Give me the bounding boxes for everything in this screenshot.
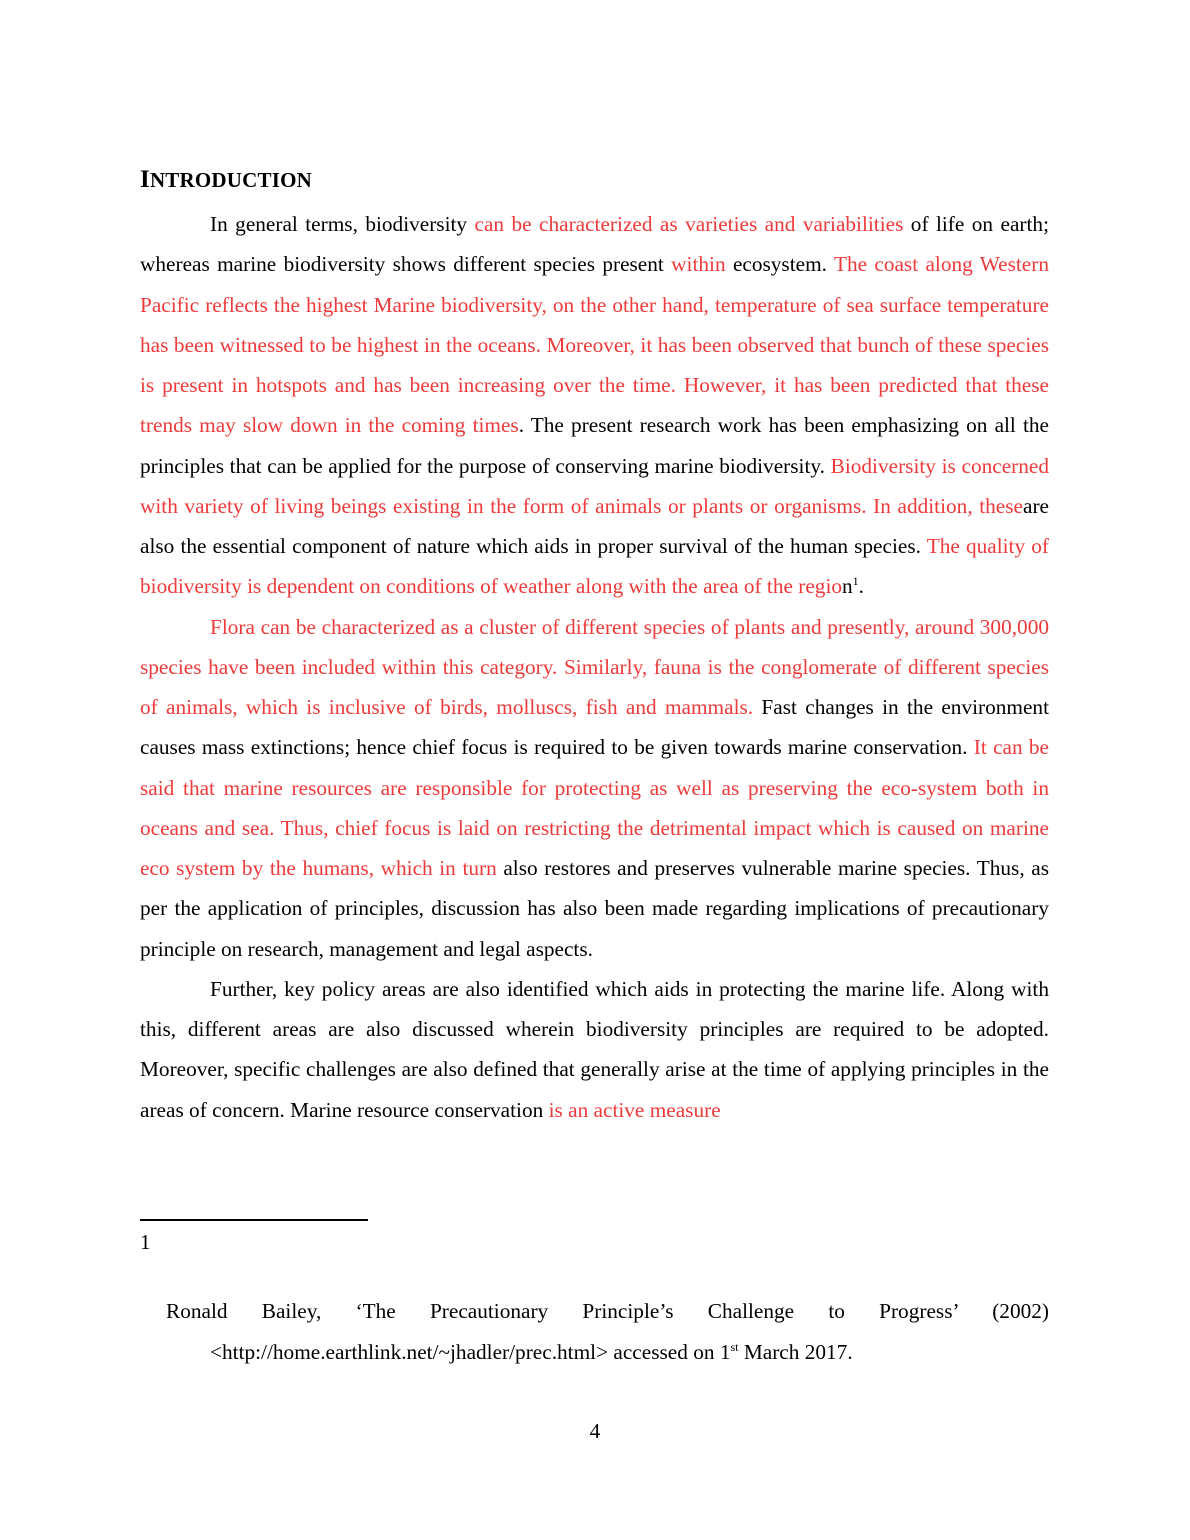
- heading-initial: I: [140, 166, 150, 193]
- p1-highlight-4: Biodiversity is concerned with variety of living beings existing in the form of animals or plants or organisms. In addition, these: [140, 453, 1049, 518]
- p1-highlight-5: The quality of biodiversity is dependent on conditions of weather along with the area of the regio: [140, 534, 1049, 599]
- p2-highlight-1: Flora can be characterized as a cluster of different species of plants and presently, around 300,000 species have been included within this category. Similarly, fauna is the conglomerate of different species of animals, which is inclusive of birds, molluscs, fish and mammals.: [140, 614, 1049, 719]
- footnote-number: 1: [140, 1230, 151, 1254]
- p2-highlight-2: It can be said that marine resources are responsible for protecting as well as preserving the eco-system both in oceans and sea. Thus, chief focus is laid on restricting the detrimental impact which is caused on marine eco system by the humans, which in turn: [140, 735, 1050, 880]
- p1-text-4: . The present research work has been emphasizing on all the principles that can be applied for the purpose of conserving marine biodiversity.: [140, 413, 1049, 478]
- p1-text-7: .: [858, 574, 864, 599]
- p1-highlight-1: can be characterized as varieties and variabilities: [474, 212, 904, 236]
- footnote-separator: [140, 1219, 368, 1221]
- paragraph-2: [140, 607, 1049, 969]
- p1-text-5: are also the essential component of nature which aids in proper survival of the human species.: [140, 493, 1049, 558]
- p1-text-3: ecosystem.: [725, 252, 834, 277]
- section-heading: [140, 166, 312, 194]
- footnote-citation: Ronald Bailey, ‘The Precautionary Principle’s Challenge to Progress’ (2002) <http://home.earthlink.net/~jhadler/prec.html> accessed on 1: [166, 1299, 1049, 1364]
- p1-text-2: of life on earth; whereas marine biodiversity shows different species present: [140, 212, 1049, 277]
- document-body: [140, 204, 1049, 1130]
- p3-text-1: Further, key policy areas are also identified which aids in protecting the marine life. Along with this, different areas are also discussed wherein biodiversity principles are required to be adopted. Moreover, specific challenges are also defined that generally arise at the time of applying principles in the areas of concern. Marine resource conservation: [140, 976, 1049, 1122]
- footnote-ordinal-suffix: st: [730, 1339, 739, 1354]
- page-number: 4: [589, 1419, 601, 1443]
- p1-text-6: n: [842, 574, 853, 599]
- p1-highlight-2: within: [671, 252, 726, 277]
- p3-highlight-1: is an active measure: [548, 1097, 721, 1122]
- heading-rest: NTRODUCTION: [149, 168, 312, 192]
- p1-text-1: In general terms, biodiversity: [210, 212, 475, 236]
- paragraph-1: [140, 204, 1049, 607]
- footnote-text: [140, 1291, 1049, 1372]
- p1-highlight-3: The coast along Western Pacific reflects the highest Marine biodiversity, on the other hand, temperature of sea surface temperature has been witnessed to be highest in the oceans. Moreover, it has been observed that bunch of these species is present in hotspots and has been increasing over the time. However, it has been predicted that these trends may slow down in the coming times: [140, 252, 1049, 438]
- footnote-citation-end: March 2017.: [738, 1339, 853, 1364]
- p2-text-2: also restores and preserves vulnerable marine species. Thus, as per the application of principles, discussion has also been made regarding implications of precautionary principle on research, management and legal aspects.: [140, 856, 1049, 961]
- paragraph-3: [140, 969, 1049, 1130]
- p2-text-1: Fast changes in the environment causes mass extinctions; hence chief focus is required to be given towards marine conservation.: [140, 695, 1049, 760]
- footnote-reference[interactable]: 1: [852, 574, 859, 589]
